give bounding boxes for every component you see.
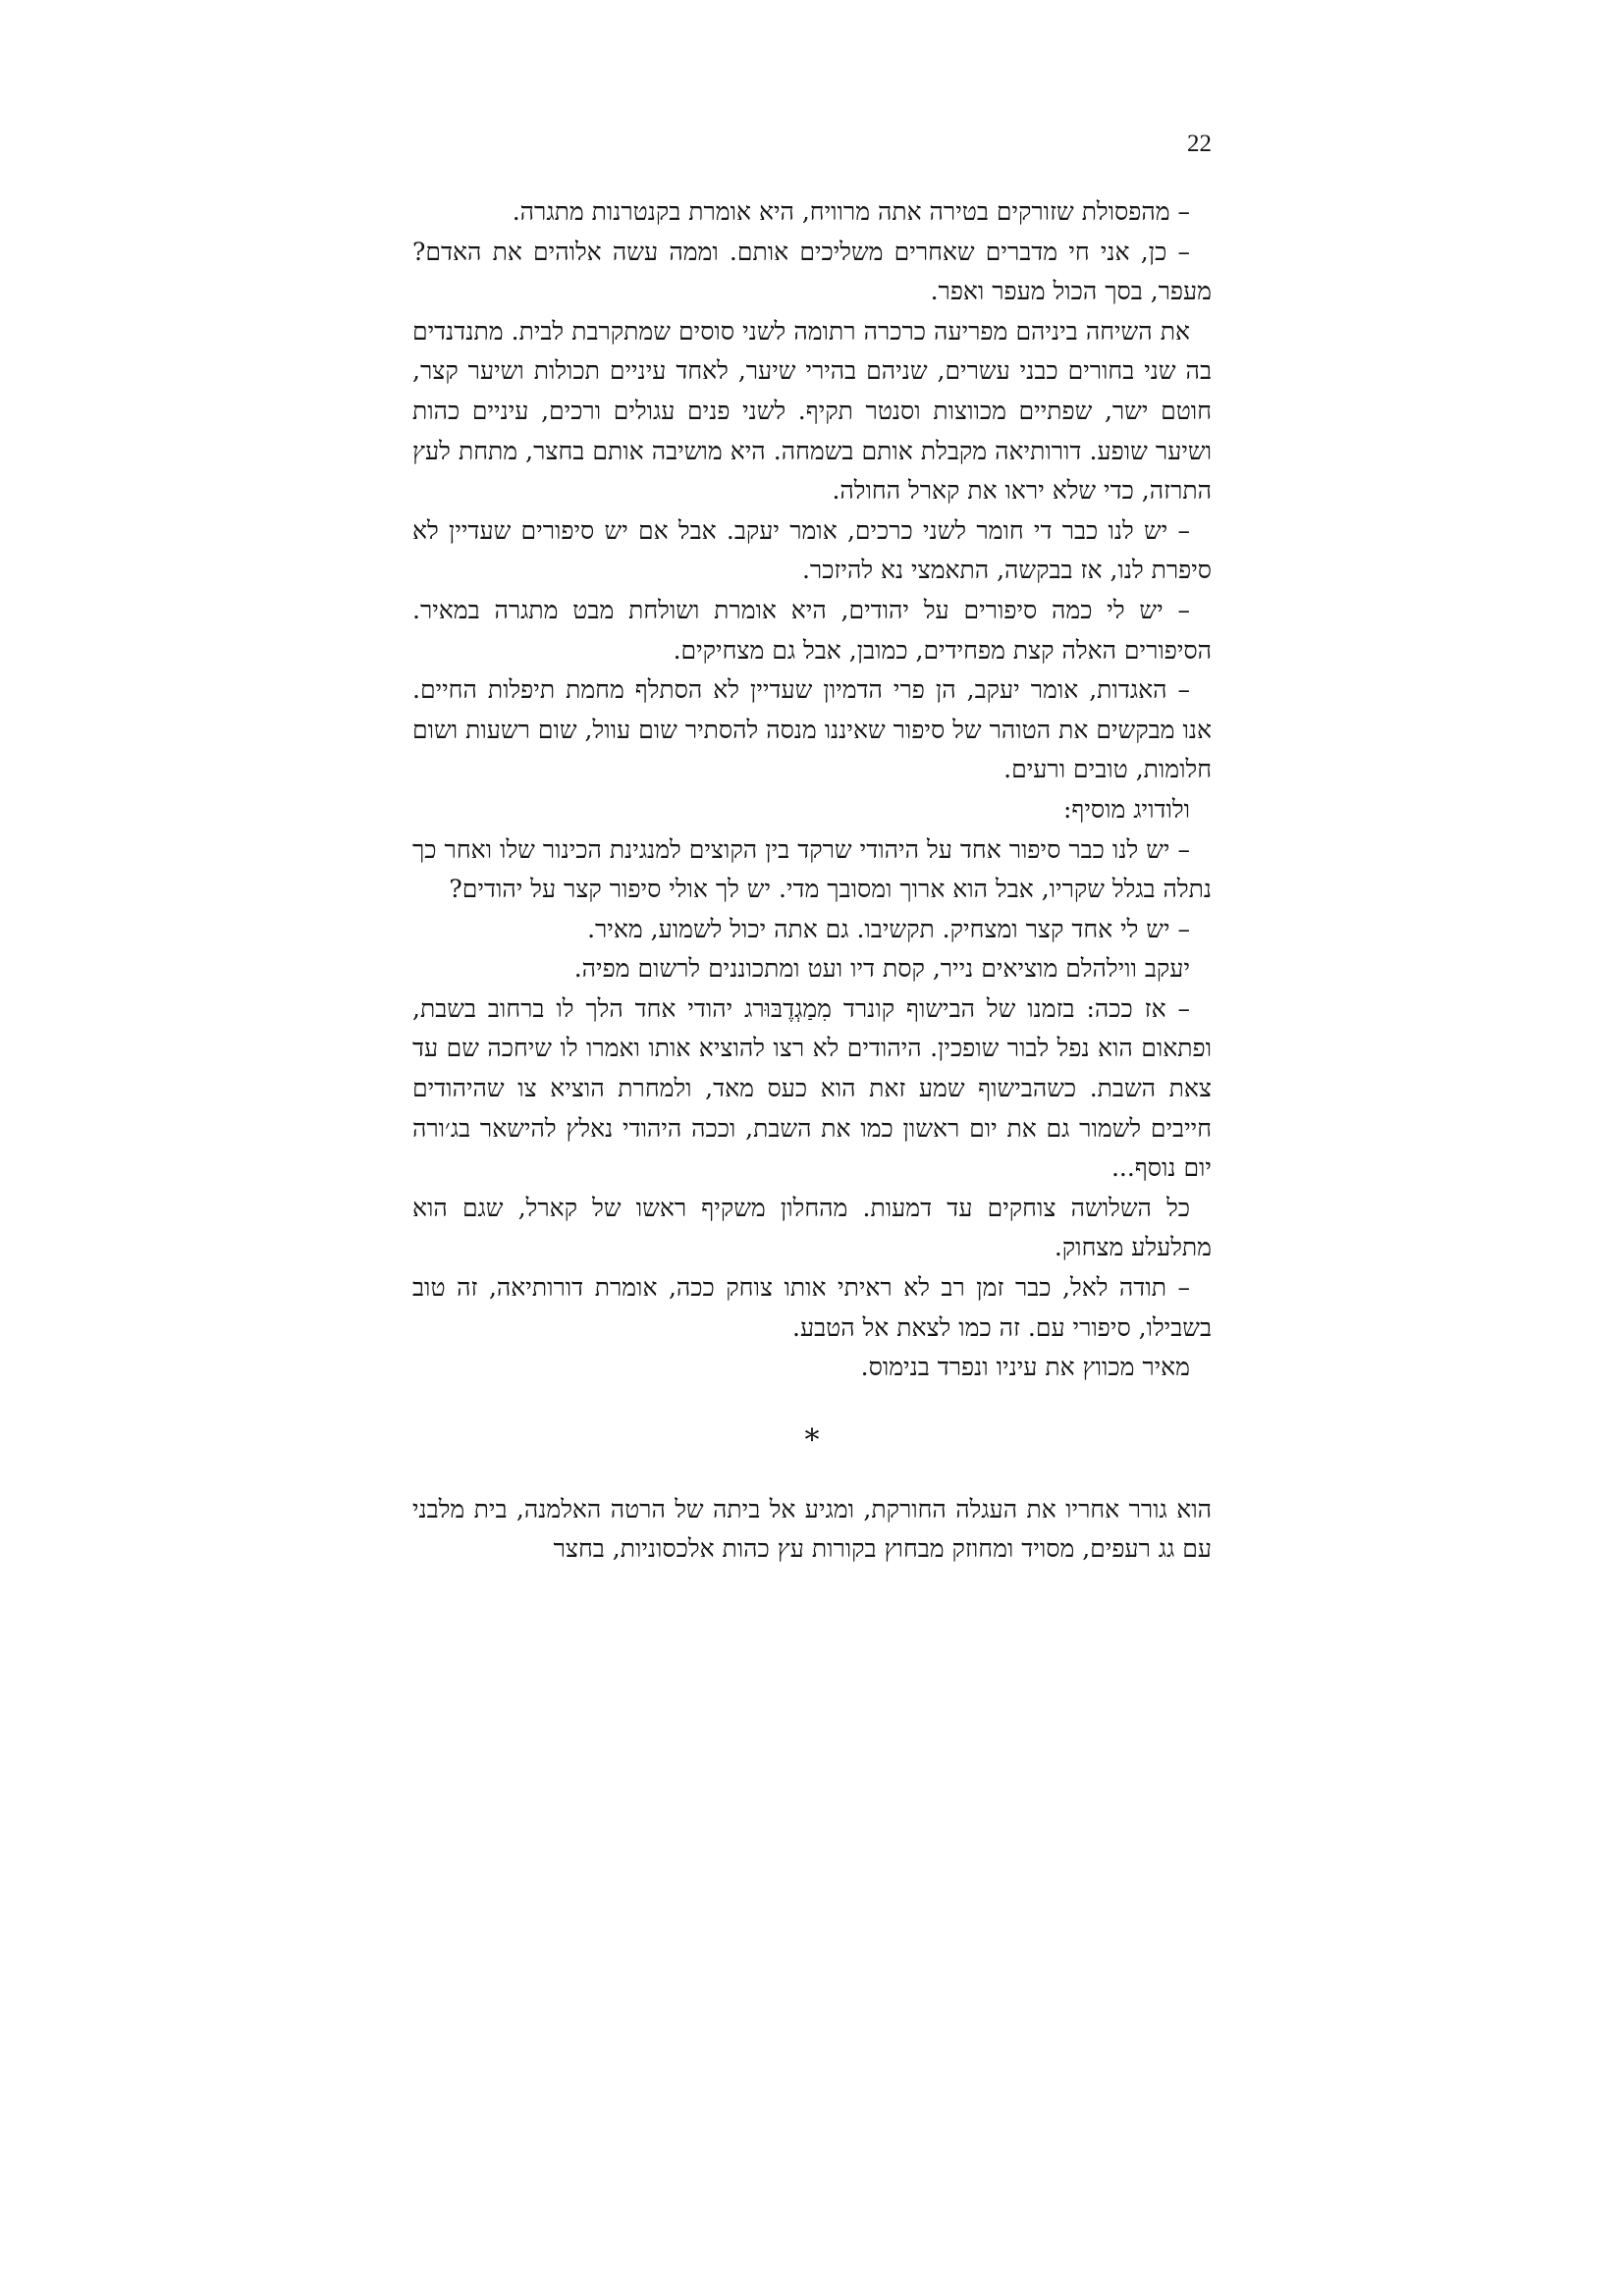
body-text (412, 192, 1212, 1570)
page-number: 22 (1187, 131, 1212, 157)
paragraph: – מהפסולת שזורקים בטירה אתה מרוויח, היא אומרת בקנטרנות מתגרה. (512, 197, 1190, 226)
paragraph: כל השלושה צוחקים עד דמעות. מהחלון משקיף ראשו של קארל, שגם הוא מתלעלע מצחוק. (412, 1193, 1212, 1262)
paragraph: – יש לי אחד קצר ומצחיק. תקשיבו. גם אתה יכול לשמוע, מאיר. (587, 914, 1190, 943)
paragraph: – יש לנו כבר די חומר לשני כרכים, אומר יעקב. אבל אם יש סיפורים שעדיין לא סיפרת לנו, אז בבקשה, התאמצי נא להיזכר. (412, 515, 1212, 585)
paragraph: – כן, אני חי מדברים שאחרים משליכים אותם. וממה עשה אלוהים את האדם? מעפר, בסך הכול מעפר ואפר. (412, 237, 1212, 306)
paragraph: – תודה לאל, כבר זמן רב לא ראיתי אותו צוחק ככה, אומרת דורותיאה, זה טוב בשבילו, סיפורי עם. זה כמו לצאת אל הטבע. (412, 1273, 1212, 1342)
paragraph: – יש לי כמה סיפורים על יהודים, היא אומרת ושולחת מבט מתגרה במאיר. הסיפורים האלה קצת מפחידים, כמובן, אבל גם מצחיקים. (412, 595, 1212, 665)
paragraph: – אז ככה: בזמנו של הבישוף קונרד מִמַגְדֶבּוּרג יהודי אחד הלך לו ברחוב בשבת, ופתאום הוא נפל לבור שופכין. היהודים לא רצו להוציא אותו ואמרו לו שיחכה שם עד צאת השבת. כשהבישוף שמע זאת הוא כעס מאד, ולמחרת הוציא צו שהיהודים חייבים לשמור גם את יום ראשון כמו את השבת, וככה היהודי נאלץ להישאר בג׳ורה יום נוסף... (412, 993, 1212, 1183)
paragraph: מאיר מכווץ את עיניו ונפרד בנימוס. (860, 1353, 1190, 1382)
paragraph: את השיחה ביניהם מפריעה כרכרה רתומה לשני סוסים שמתקרבת לבית. מתנדנדים בה שני בחורים כבני עשרים, שניהם בהירי שיער, לאחד עיניים תכולות ושיער קצר, חוטם ישר, שפתיים מכווצות וסנטר תקיף. לשני פנים עגולים ורכים, עיניים כהות ושיער שופע. דורותיאה מקבלת אותם בשמחה. היא מושיבה אותם בחצר, מתחת לעץ התרזה, כדי שלא יראו את קארל החולה. (412, 316, 1212, 506)
paragraph: ולודויג מוסיף: (1062, 794, 1190, 824)
paragraph: – יש לנו כבר סיפור אחד על היהודי שרקד בין הקוצים למנגינת הכינור שלו ואחר כך נתלה בגלל שקריו, אבל הוא ארוך ומסובך מדי. יש לך אולי סיפור קצר על יהודים? (412, 834, 1212, 904)
section-separator: * (804, 1422, 820, 1458)
paragraph: הוא גורר אחריו את העגלה החורקת, ומגיע אל ביתה של הרטה האלמנה, בית מלבני עם גג רעפים, מסויד ומחוזק מבחוץ בקורות עץ כהות אלכסוניות, בחצר (412, 1494, 1212, 1564)
paragraph: יעקב ווילהלם מוציאים נייר, קסת דיו ועט ומתכוננים לרשום מפיה. (573, 954, 1190, 984)
paragraph: – האגדות, אומר יעקב, הן פרי הדמיון שעדיין לא הסתלף מחמת תיפלות החיים. אנו מבקשים את הטוהר של סיפור שאיננו מנסה להסתיר שום עוול, שום רשעות ושום חלומות, טובים ורעים. (412, 675, 1212, 784)
